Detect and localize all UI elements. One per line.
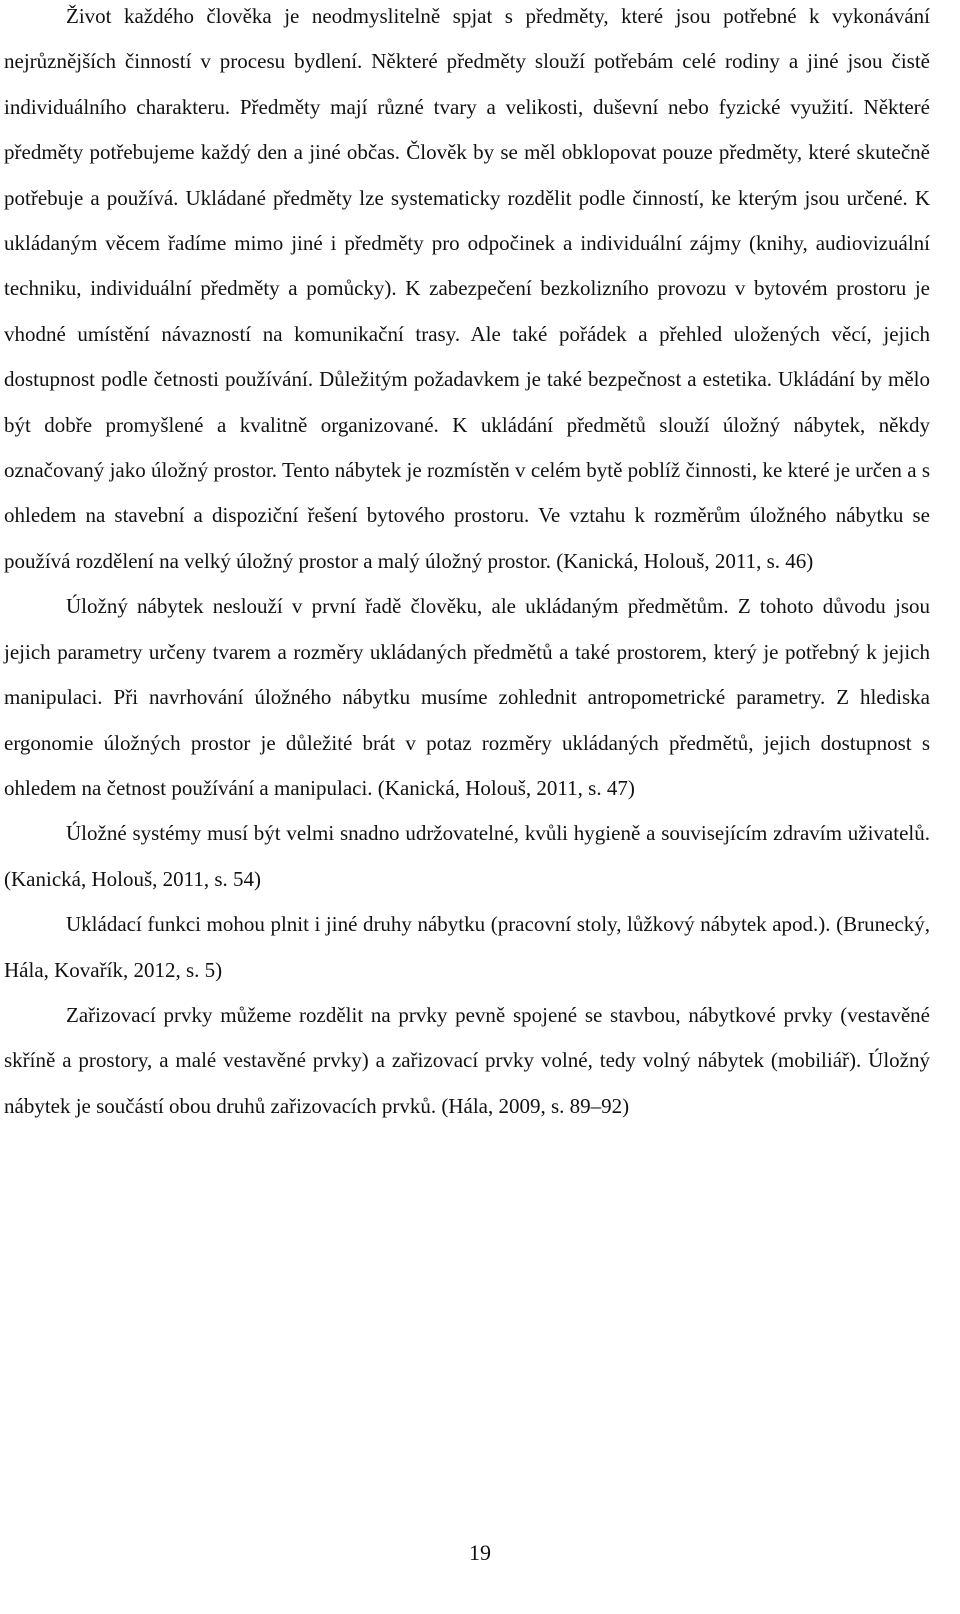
paragraph-5: Zařizovací prvky můžeme rozdělit na prvky pevně spojené se stavbou, nábytkové prvky (vestavěné skříně a prostory, a malé vestavěné prvky) a zařizovací prvky volné, tedy volný nábytek (mobiliář). Úložný nábytek je součástí obou druhů zařizovacích prvků. (Hála, 2009, s. 89–92) bbox=[4, 1002, 930, 1118]
page-number: 19 bbox=[469, 1540, 491, 1565]
paragraph-1: Život každého člověka je neodmyslitelně spjat s předměty, které jsou potřebné k vykonávání nejrůznějších činností v procesu bydlení. Některé předměty slouží potřebám celé rodiny a jiné jsou čistě individuálního charakteru. Předměty mají různé tvary a velikosti, duševní nebo fyzické využití. Některé předměty potřebujeme každý den a jiné občas. Člověk by se měl obklopovat pouze předměty, které skutečně potřebuje a používá. Ukládané předměty lze systematicky rozdělit podle činností, ke kterým jsou určené. K ukládaným věcem řadíme mimo jiné i předměty pro odpočinek a individuální zájmy (knihy, audiovizuální techniku, individuální předměty a pomůcky). K zabezpečení bezkolizního provozu v bytovém prostoru je vhodné umístění návazností na komunikační trasy. Ale také pořádek a přehled uložených věcí, jejich dostupnost podle četnosti používání. Důležitým požadavkem je také bezpečnost a estetika. Ukládání by mělo být dobře promyšlené a kvalitně organizované. K ukládání předmětů slouží úložný nábytek, někdy označovaný jako úložný prostor. Tento nábytek je rozmístěn v celém bytě poblíž činnosti, ke které je určen a s ohledem na stavební a dispoziční řešení bytového prostoru. Ve vztahu k rozměrům úložného nábytku se používá rozdělení na velký úložný prostor a malý úložný prostor. (Kanická, Holouš, 2011, s. 46) bbox=[4, 4, 930, 573]
paragraph-2: Úložný nábytek neslouží v první řadě člověku, ale ukládaným předmětům. Z tohoto důvodu jsou jejich parametry určeny tvarem a rozměry ukládaných předmětů a také prostorem, který je potřebný k jejich manipulaci. Při navrhování úložného nábytku musíme zohlednit antropometrické parametry. Z hlediska ergonomie úložných prostor je důležité brát v potaz rozměry ukládaných předmětů, jejich dostupnost s ohledem na četnost používání a manipulaci. (Kanická, Holouš, 2011, s. 47) bbox=[4, 594, 930, 800]
paragraph-3: Úložné systémy musí být velmi snadno udržovatelné, kvůli hygieně a souvisejícím zdravím uživatelů. (Kanická, Holouš, 2011, s. 54) bbox=[4, 821, 930, 891]
paragraph-4: Ukládací funkci mohou plnit i jiné druhy nábytku (pracovní stoly, lůžkový nábytek apod.). (Brunecký, Hála, Kovařík, 2012, s. 5) bbox=[4, 912, 930, 982]
body-text bbox=[4, 0, 930, 1129]
